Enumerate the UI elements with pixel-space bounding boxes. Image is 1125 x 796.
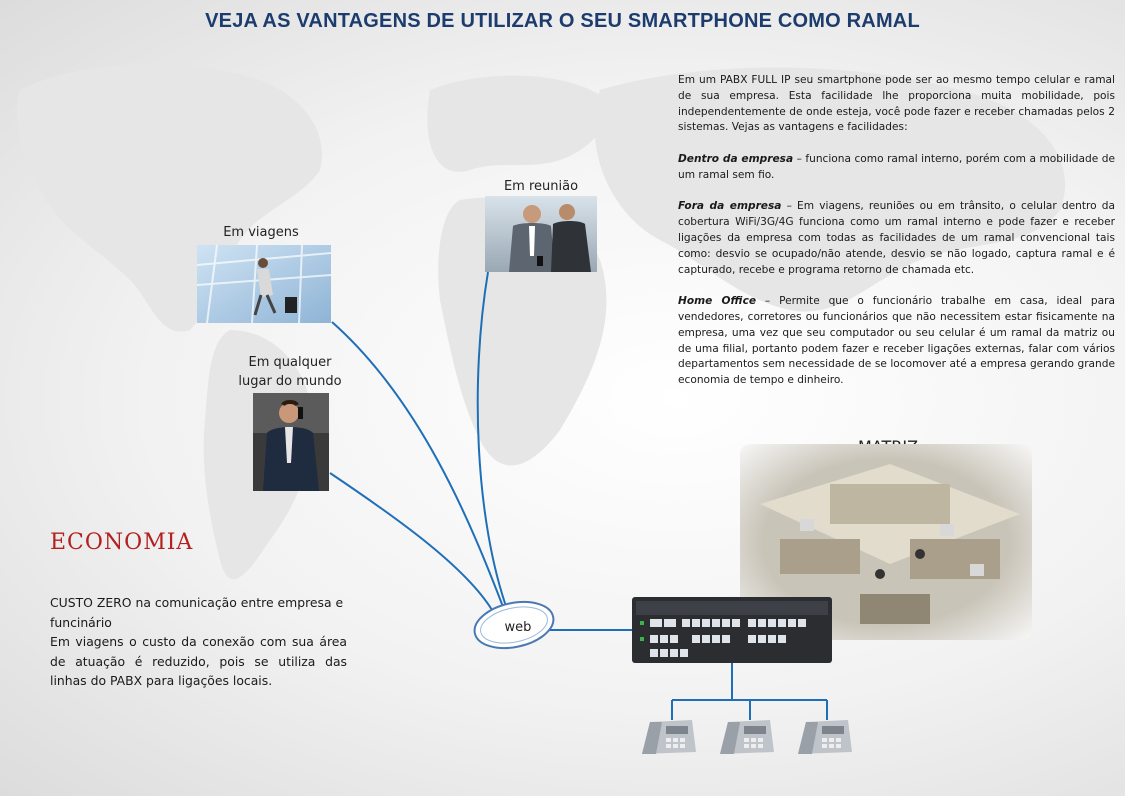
- anywhere-label-line1: Em qualquer: [248, 355, 332, 370]
- anywhere-label: [235, 353, 345, 391]
- economy-heading: ECONOMIA: [50, 530, 194, 555]
- page-title: VEJA AS VANTAGENS DE UTILIZAR O SEU SMARTPHONE COMO RAMAL: [205, 10, 920, 32]
- pabx-equipment: [632, 597, 832, 663]
- home-office-title: Home Office: [678, 295, 757, 308]
- inside-company-title: Dentro da empresa: [678, 152, 794, 165]
- travel-label: Em viagens: [223, 225, 299, 240]
- travel-photo: [197, 245, 331, 323]
- outside-company-title: Fora da empresa: [678, 200, 782, 213]
- anywhere-photo: [253, 393, 329, 491]
- home-office-text: – Permite que o funcionário trabalhe em casa, ideal para vendedores, corretores ou funcionários que não necessitem estar fisicamente na empresa, uma vez que seu computador ou seu celular é um ramal da matriz ou de uma filial, portanto podem fazer e receber ligações externas, falar com vários departamentos sem necessidade de se locomover até a empresa gerando grande economia de tempo e dinheiro.: [678, 295, 1115, 387]
- economy-text-block: [50, 593, 347, 691]
- web-label: web: [504, 620, 532, 635]
- meeting-photo: [485, 196, 597, 272]
- outside-company-text: – Em viagens, reuniões ou em trânsito, o celular dentro da cobertura WiFi/3G/4G funciona como um ramal interno e pode fazer e receber ligações da empresa com todas as facilidades de um ramal convencional tais como: desvio se ocupado/não atende, desvio se não logado, captura ramal e é capturado, recebe e programa retorno de chamada etc.: [678, 200, 1115, 276]
- intro-paragraph: Em um PABX FULL IP seu smartphone pode ser ao mesmo tempo celular e ramal de sua empresa. Esta facilidade lhe proporciona muita mobilidade, pois independentemente de onde esteja, você pode fazer e receber chamadas pelos 2 sistemas. Vejas as vantagens e facilidades:: [678, 74, 1115, 134]
- desk-phone-2: [718, 716, 776, 758]
- desk-phone-1: [640, 716, 698, 758]
- meeting-label: Em reunião: [503, 179, 579, 194]
- desk-phone-3: [796, 716, 854, 758]
- anywhere-label-line2: lugar do mundo: [238, 374, 342, 389]
- economy-line-2: Em viagens o custo da conexão com sua área de atuação é reduzido, pois se utiliza das linhas do PABX para ligações locais.: [50, 634, 347, 688]
- economy-line-1: CUSTO ZERO na comunicação entre empresa e funcinário: [50, 595, 344, 630]
- inside-company-text: – funciona como ramal interno, porém com a mobilidade de um ramal sem fio.: [678, 152, 1115, 181]
